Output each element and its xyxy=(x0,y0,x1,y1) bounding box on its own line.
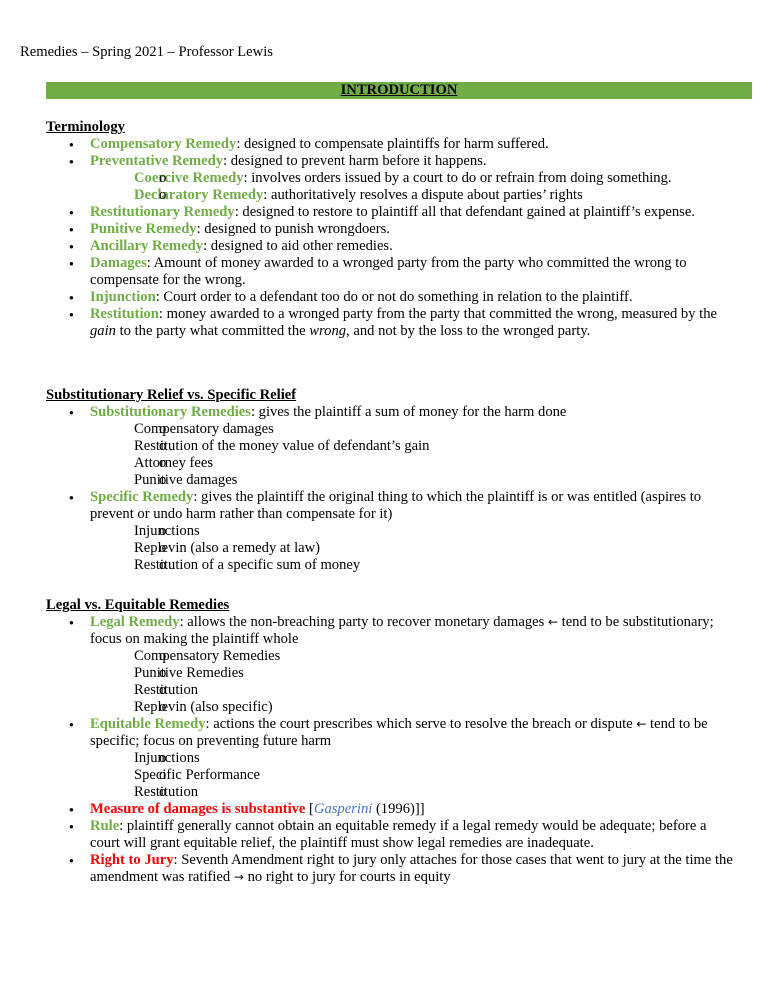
list-item xyxy=(46,852,736,886)
list-item xyxy=(46,255,736,289)
section-legal-vs-equitable xyxy=(46,597,736,886)
definition: : gives the plaintiff a sum of money for the harm done xyxy=(250,404,567,420)
bullet-list xyxy=(46,404,736,574)
section-substitutionary-vs-specific xyxy=(46,387,736,574)
list-item xyxy=(46,221,736,238)
left-arrow-icon: ← xyxy=(547,615,558,629)
definition: : allows the non-breaching party to recover monetary damages xyxy=(179,614,548,630)
page-header: Remedies – Spring 2021 – Professor Lewis xyxy=(20,44,273,60)
list-item xyxy=(46,818,736,852)
sub-item: o Specific Performance xyxy=(90,767,736,784)
emphasis: gain xyxy=(90,323,116,339)
sub-item: o Replevin (also a remedy at law) xyxy=(90,540,736,557)
definition: , and not by the loss to the wronged party. xyxy=(346,323,591,339)
sub-list xyxy=(90,750,736,801)
list-item xyxy=(46,306,736,340)
definition: : gives the plaintiff the original thing to which the plaintiff is or was entitled (aspires to prevent or undo harm rather than compensate for it) xyxy=(90,489,702,522)
sub-item: o Compensatory Remedies xyxy=(90,648,736,665)
list-item xyxy=(46,404,736,489)
citation-close: (1996)]] xyxy=(372,801,425,817)
section-title: Terminology xyxy=(46,119,125,135)
definition: : designed to prevent harm before it happens. xyxy=(223,153,487,169)
sub-item: o Punitive damages xyxy=(90,472,736,489)
highlight-term: Measure of damages is substantive xyxy=(90,801,306,817)
right-arrow-icon: → xyxy=(233,870,244,884)
list-item xyxy=(46,238,736,255)
term: Ancillary Remedy xyxy=(90,238,204,254)
definition: : designed to restore to plaintiff all that defendant gained at plaintiff’s expense. xyxy=(234,204,695,220)
sub-item: o Attorney fees xyxy=(90,455,736,472)
left-arrow-icon: ← xyxy=(636,717,647,731)
sub-list xyxy=(90,170,736,204)
definition: tend to be substitutionary; focus on making the plaintiff whole xyxy=(90,614,714,647)
sub-item: o Restitution of a specific sum of money xyxy=(90,557,736,574)
definition: : plaintiff generally cannot obtain an equitable remedy if a legal remedy would be adequate; before a court will grant equitable relief, the plaintiff must show legal remedies are inadequate. xyxy=(90,818,707,851)
sub-item: o Punitive Remedies xyxy=(90,665,736,682)
definition: no right to jury for courts in equity xyxy=(243,869,451,885)
definition: : designed to aid other remedies. xyxy=(203,238,393,254)
section-title: Legal vs. Equitable Remedies xyxy=(46,597,230,613)
list-item xyxy=(46,289,736,306)
list-item xyxy=(46,801,736,818)
list-item xyxy=(46,614,736,716)
section-terminology xyxy=(46,119,736,340)
definition: : involves orders issued by a court to do or refrain from doing something. xyxy=(243,170,672,186)
citation-open: [ xyxy=(305,801,314,817)
definition: : actions the court prescribes which serve to resolve the breach or dispute xyxy=(205,716,637,732)
term: Coercive Remedy xyxy=(134,170,244,186)
term: Restitution xyxy=(90,306,159,322)
sub-item: o Injunctions xyxy=(90,750,736,767)
term: Restitutionary Remedy xyxy=(90,204,235,220)
list-item xyxy=(46,489,736,574)
sub-list xyxy=(90,421,736,489)
bullet-list xyxy=(46,614,736,886)
highlight-term: Right to Jury xyxy=(90,852,174,868)
definition: : designed to compensate plaintiffs for harm suffered. xyxy=(236,136,549,152)
case-citation-link[interactable]: Gasperini xyxy=(313,801,373,817)
definition: : Court order to a defendant too do or not do something in relation to the plaintiff. xyxy=(155,289,633,305)
term: Injunction xyxy=(90,289,156,305)
term: Legal Remedy xyxy=(90,614,180,630)
term: Declaratory Remedy xyxy=(134,187,264,203)
term: Damages xyxy=(90,255,147,271)
sub-item xyxy=(90,187,736,204)
sub-item: o Injunctions xyxy=(90,523,736,540)
definition: : money awarded to a wronged party from the party that committed the wrong, measured by the xyxy=(158,306,717,322)
sub-item: o Compensatory damages xyxy=(90,421,736,438)
sub-item: o Restitution of the money value of defendant’s gain xyxy=(90,438,736,455)
definition: : Amount of money awarded to a wronged party from the party who committed the wrong to compensate for the wrong. xyxy=(90,255,687,288)
definition: : designed to punish wrongdoers. xyxy=(196,221,390,237)
list-item xyxy=(46,136,736,153)
list-item xyxy=(46,153,736,204)
term: Preventative Remedy xyxy=(90,153,224,169)
term: Compensatory Remedy xyxy=(90,136,237,152)
sub-item: o Restitution xyxy=(90,784,736,801)
section-title: Substitutionary Relief vs. Specific Relief xyxy=(46,387,297,403)
definition: to the party what committed the xyxy=(115,323,310,339)
sub-item: o Replevin (also specific) xyxy=(90,699,736,716)
term: Punitive Remedy xyxy=(90,221,197,237)
sub-item: o Restitution xyxy=(90,682,736,699)
sub-item xyxy=(90,170,736,187)
definition: : authoritatively resolves a dispute about parties’ rights xyxy=(263,187,583,203)
definition: tend to be specific; focus on preventing future harm xyxy=(90,716,708,749)
list-item xyxy=(46,204,736,221)
term: Equitable Remedy xyxy=(90,716,206,732)
definition: : Seventh Amendment right to jury only attaches for those cases that went to jury at the time the amendment was ratified xyxy=(90,852,733,885)
term: Substitutionary Remedies xyxy=(90,404,251,420)
list-item xyxy=(46,716,736,801)
bullet-list xyxy=(46,136,736,340)
sub-list xyxy=(90,523,736,574)
term: Rule xyxy=(90,818,120,834)
emphasis: wrong xyxy=(309,323,347,339)
section-banner: INTRODUCTION xyxy=(46,82,752,99)
term: Specific Remedy xyxy=(90,489,194,505)
sub-list xyxy=(90,648,736,716)
